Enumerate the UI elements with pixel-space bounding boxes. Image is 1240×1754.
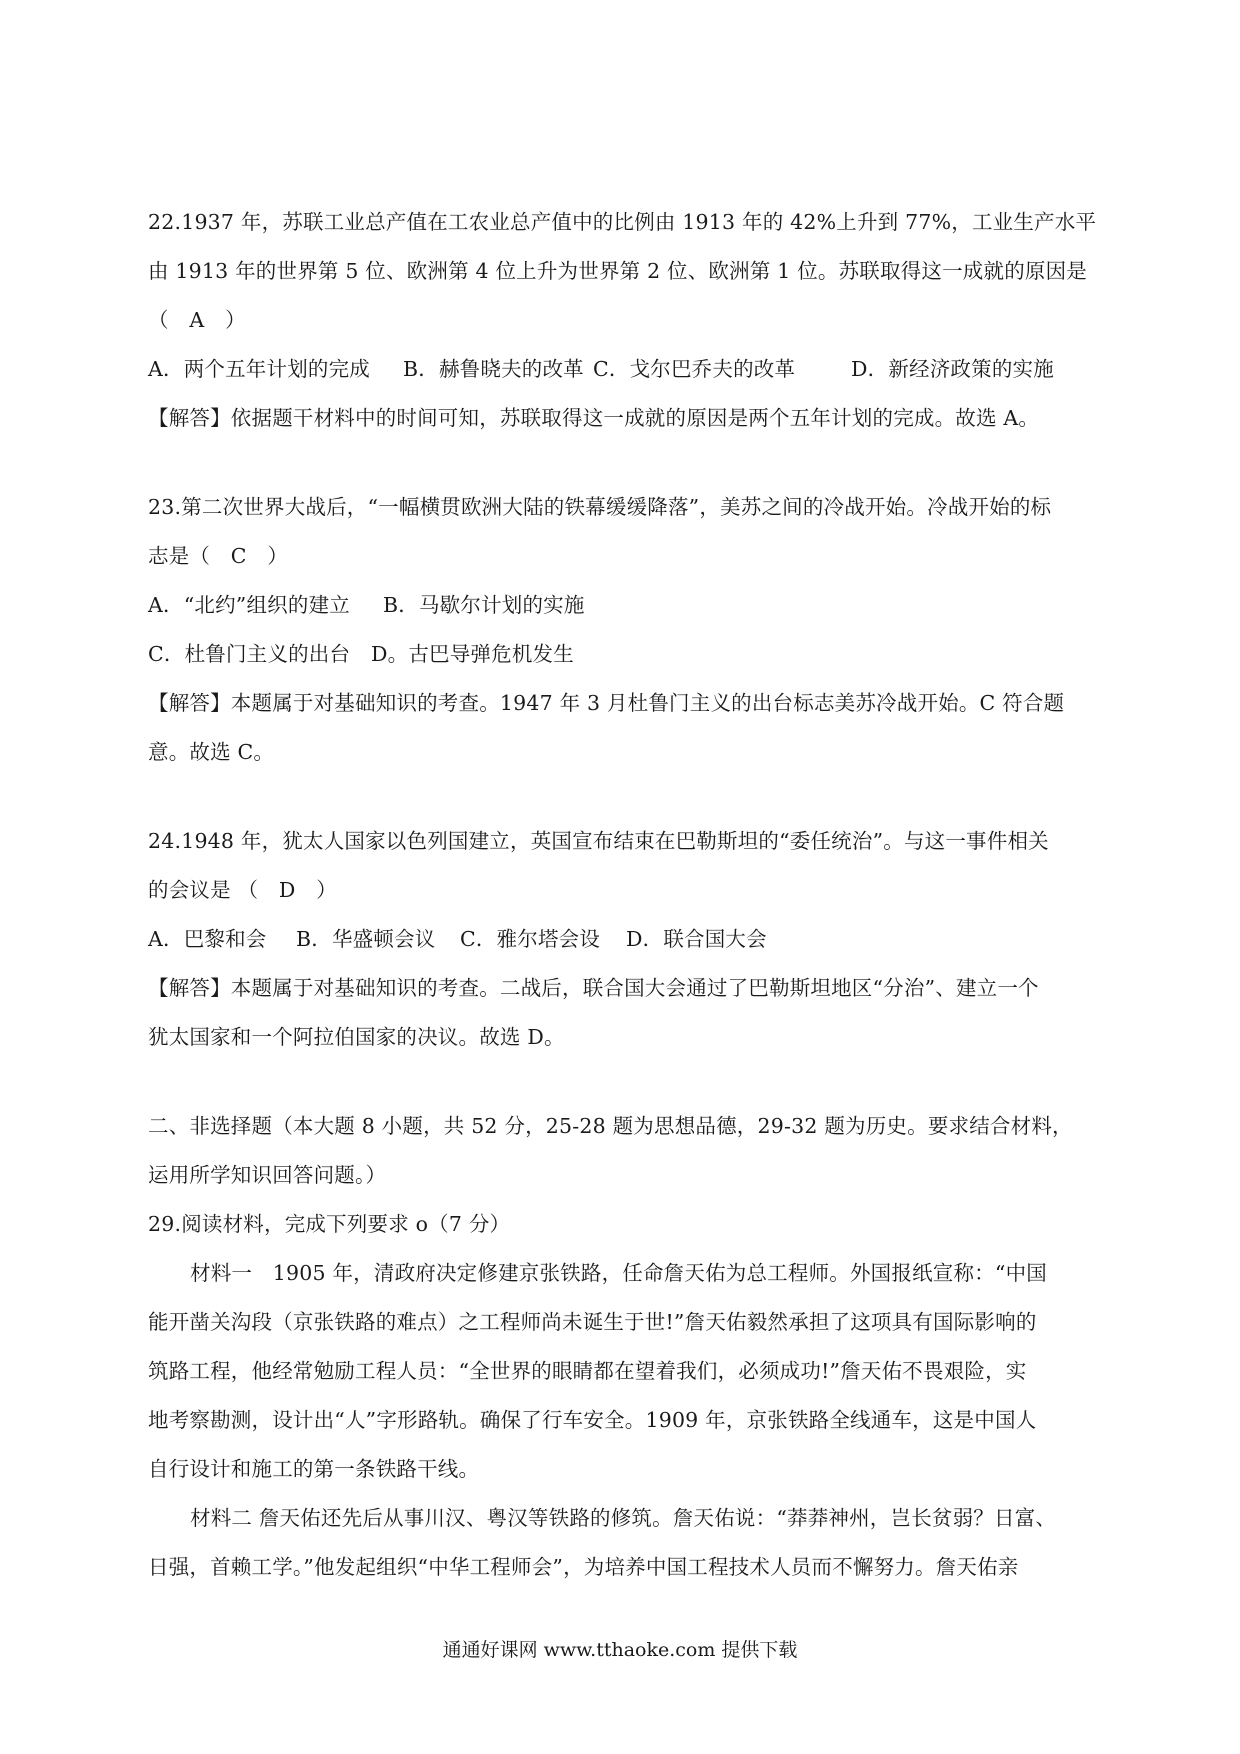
q23-option-d: D。古巴导弹危机发生 bbox=[371, 642, 574, 666]
q24-option-b: B．华盛顿会议 bbox=[296, 927, 436, 951]
question-23 bbox=[148, 483, 1098, 777]
q22-answer-bracket: （ A ） bbox=[148, 308, 246, 332]
section-non-choice bbox=[148, 1102, 1098, 1200]
q24-explanation-line-2: 犹太国家和一个阿拉伯国家的决议。故选 D。 bbox=[148, 1025, 565, 1049]
q22-options bbox=[148, 345, 1098, 394]
document-body bbox=[148, 198, 1098, 1592]
q22-option-d: D．新经济政策的实施 bbox=[851, 357, 1054, 381]
q24-options bbox=[148, 915, 1098, 964]
q23-options-row-2 bbox=[148, 630, 1098, 679]
q22-option-a: A．两个五年计划的完成 bbox=[148, 357, 371, 381]
q23-explanation-line-2: 意。故选 C。 bbox=[148, 740, 275, 764]
q29-material-2-line-1: 材料二 詹天佑还先后从事川汉、粤汉等铁路的修筑。詹天佑说：“莽莽神州，岂长贫弱？日富、 bbox=[190, 1506, 1057, 1530]
q23-option-b: B．马歇尔计划的实施 bbox=[383, 593, 585, 617]
question-22 bbox=[148, 198, 1098, 443]
q29-material-2-line-2: 日强，首赖工学。”他发起组织“中华工程师会”，为培养中国工程技术人员而不懈努力。詹天佑亲 bbox=[148, 1555, 1019, 1579]
question-29 bbox=[148, 1200, 1098, 1592]
q23-option-a: A．“北约”组织的建立 bbox=[148, 593, 350, 617]
q22-option-b: B．赫鲁晓夫的改革 bbox=[403, 357, 584, 381]
q24-option-d: D．联合国大会 bbox=[626, 927, 767, 951]
q24-option-c: C．雅尔塔会设 bbox=[460, 927, 601, 951]
q23-option-c: C．杜鲁门主义的出台 bbox=[148, 642, 351, 666]
q23-options-row-1 bbox=[148, 581, 1098, 630]
q23-stem-line-1: 23.第二次世界大战后，“一幅横贯欧洲大陆的铁幕缓缓降落”，美苏之间的冷战开始。冷战开始的标 bbox=[148, 495, 1052, 519]
section-heading-line-1: 二、非选择题（本大题 8 小题，共 52 分，25-28 题为思想品德，29-32 题为历史。要求结合材料， bbox=[148, 1114, 1073, 1138]
q29-material-1-line-2: 能开凿关沟段（京张铁路的难点）之工程师尚未诞生于世!”詹天佑毅然承担了这项具有国际影响的 bbox=[148, 1310, 1037, 1334]
q23-explanation-line-1: 【解答】本题属于对基础知识的考查。1947 年 3 月杜鲁门主义的出台标志美苏冷战开始。C 符合题 bbox=[148, 691, 1065, 715]
q29-material-1-line-3: 筑路工程，他经常勉励工程人员：“全世界的眼睛都在望着我们，必须成功!”詹天佑不畏艰险，实 bbox=[148, 1359, 1027, 1383]
q22-option-c: C．戈尔巴乔夫的改革 bbox=[593, 357, 796, 381]
q22-explanation: 【解答】依据题干材料中的时间可知，苏联取得这一成就的原因是两个五年计划的完成。故选 A。 bbox=[148, 406, 1040, 430]
q29-title: 29.阅读材料，完成下列要求 o（7 分） bbox=[148, 1212, 511, 1236]
q24-option-a: A．巴黎和会 bbox=[148, 927, 267, 951]
q29-material-1-line-5: 自行设计和施工的第一条铁路干线。 bbox=[148, 1457, 480, 1481]
q23-stem-line-2: 志是（ C ） bbox=[148, 544, 289, 568]
q22-stem-line-2: 由 1913 年的世界第 5 位、欧洲第 4 位上升为世界第 2 位、欧洲第 1 位。苏联取得这一成就的原因是 bbox=[148, 259, 1088, 283]
page-footer: 通通好课网 www.tthaoke.com 提供下载 bbox=[442, 1639, 798, 1661]
q24-stem-line-2: 的会议是 （ D ） bbox=[148, 878, 337, 902]
question-24 bbox=[148, 817, 1098, 1062]
section-heading-line-2: 运用所学知识回答问题。） bbox=[148, 1163, 387, 1187]
q24-explanation-line-1: 【解答】本题属于对基础知识的考查。二战后，联合国大会通过了巴勒斯坦地区“分治”、建立一个 bbox=[148, 976, 1039, 1000]
q22-stem-line-1: 22.1937 年，苏联工业总产值在工农业总产值中的比例由 1913 年的 42%上升到 77%，工业生产水平 bbox=[148, 210, 1097, 234]
q24-stem-line-1: 24.1948 年，犹太人国家以色列国建立，英国宣布结束在巴勒斯坦的“委任统治”。与这一事件相关 bbox=[148, 829, 1049, 853]
q29-material-1-line-1: 材料一 1905 年，清政府决定修建京张铁路，任命詹天佑为总工程师。外国报纸宣称：“中国 bbox=[190, 1261, 1047, 1285]
q29-material-1-line-4: 地考察勘测，设计出“人”字形路轨。确保了行车安全。1909 年，京张铁路全线通车，这是中国人 bbox=[148, 1408, 1037, 1432]
